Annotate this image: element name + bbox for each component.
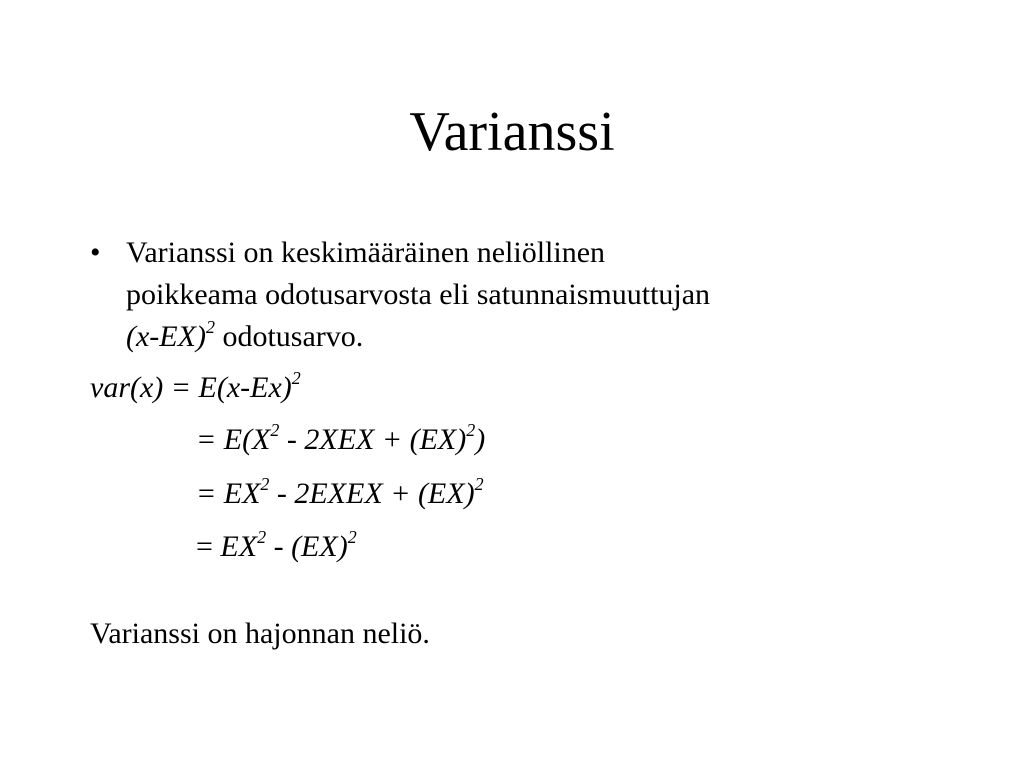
bullet-line-3 [126, 316, 926, 358]
formula-1-exponent: 2 [291, 368, 301, 388]
formula-4-part-b: EX [220, 530, 258, 563]
formula-1-text: var(x) = E(x-Ex) [90, 371, 292, 404]
bullet-line-2: poikkeama odotusarvosta eli satunnaismuuttujan [126, 278, 711, 311]
formula-4-exponent-2: 2 [347, 527, 357, 547]
bullet-line-3-rest: odotusarvo. [214, 320, 364, 353]
formula-line-3 [196, 474, 484, 514]
formula-3-part-b: - 2EXEX + (EX) [269, 477, 475, 510]
bullet-line-1: Varianssi on keskimääräinen neliöllinen [126, 236, 606, 269]
footer-statement: Varianssi on hajonnan neliö. [90, 617, 430, 650]
formula-3-exponent-2: 2 [474, 474, 484, 494]
formula-2-part-b: - 2XEX + (EX) [279, 423, 467, 456]
formula-4-exponent-1: 2 [257, 527, 267, 547]
formula-2-part-c: ) [475, 423, 486, 456]
formula-line-2 [196, 420, 485, 460]
slide-title: Varianssi [409, 101, 615, 163]
formula-line-1 [90, 368, 301, 408]
bullet-expression: (x-EX) [126, 320, 206, 353]
bullet-text [126, 232, 926, 358]
bullet-expression-exponent: 2 [205, 317, 215, 337]
formula-4-part-a: = [196, 530, 221, 563]
bullet-symbol: • [90, 236, 101, 269]
formula-2-exponent-1: 2 [270, 420, 280, 440]
formula-3-part-a: = EX [196, 477, 261, 510]
formula-line-4 [196, 527, 357, 567]
formula-2-part-a: = E(X [196, 423, 271, 456]
formula-3-exponent-1: 2 [260, 474, 270, 494]
formula-4-part-c: - (EX) [266, 530, 348, 563]
formula-2-exponent-2: 2 [466, 420, 476, 440]
